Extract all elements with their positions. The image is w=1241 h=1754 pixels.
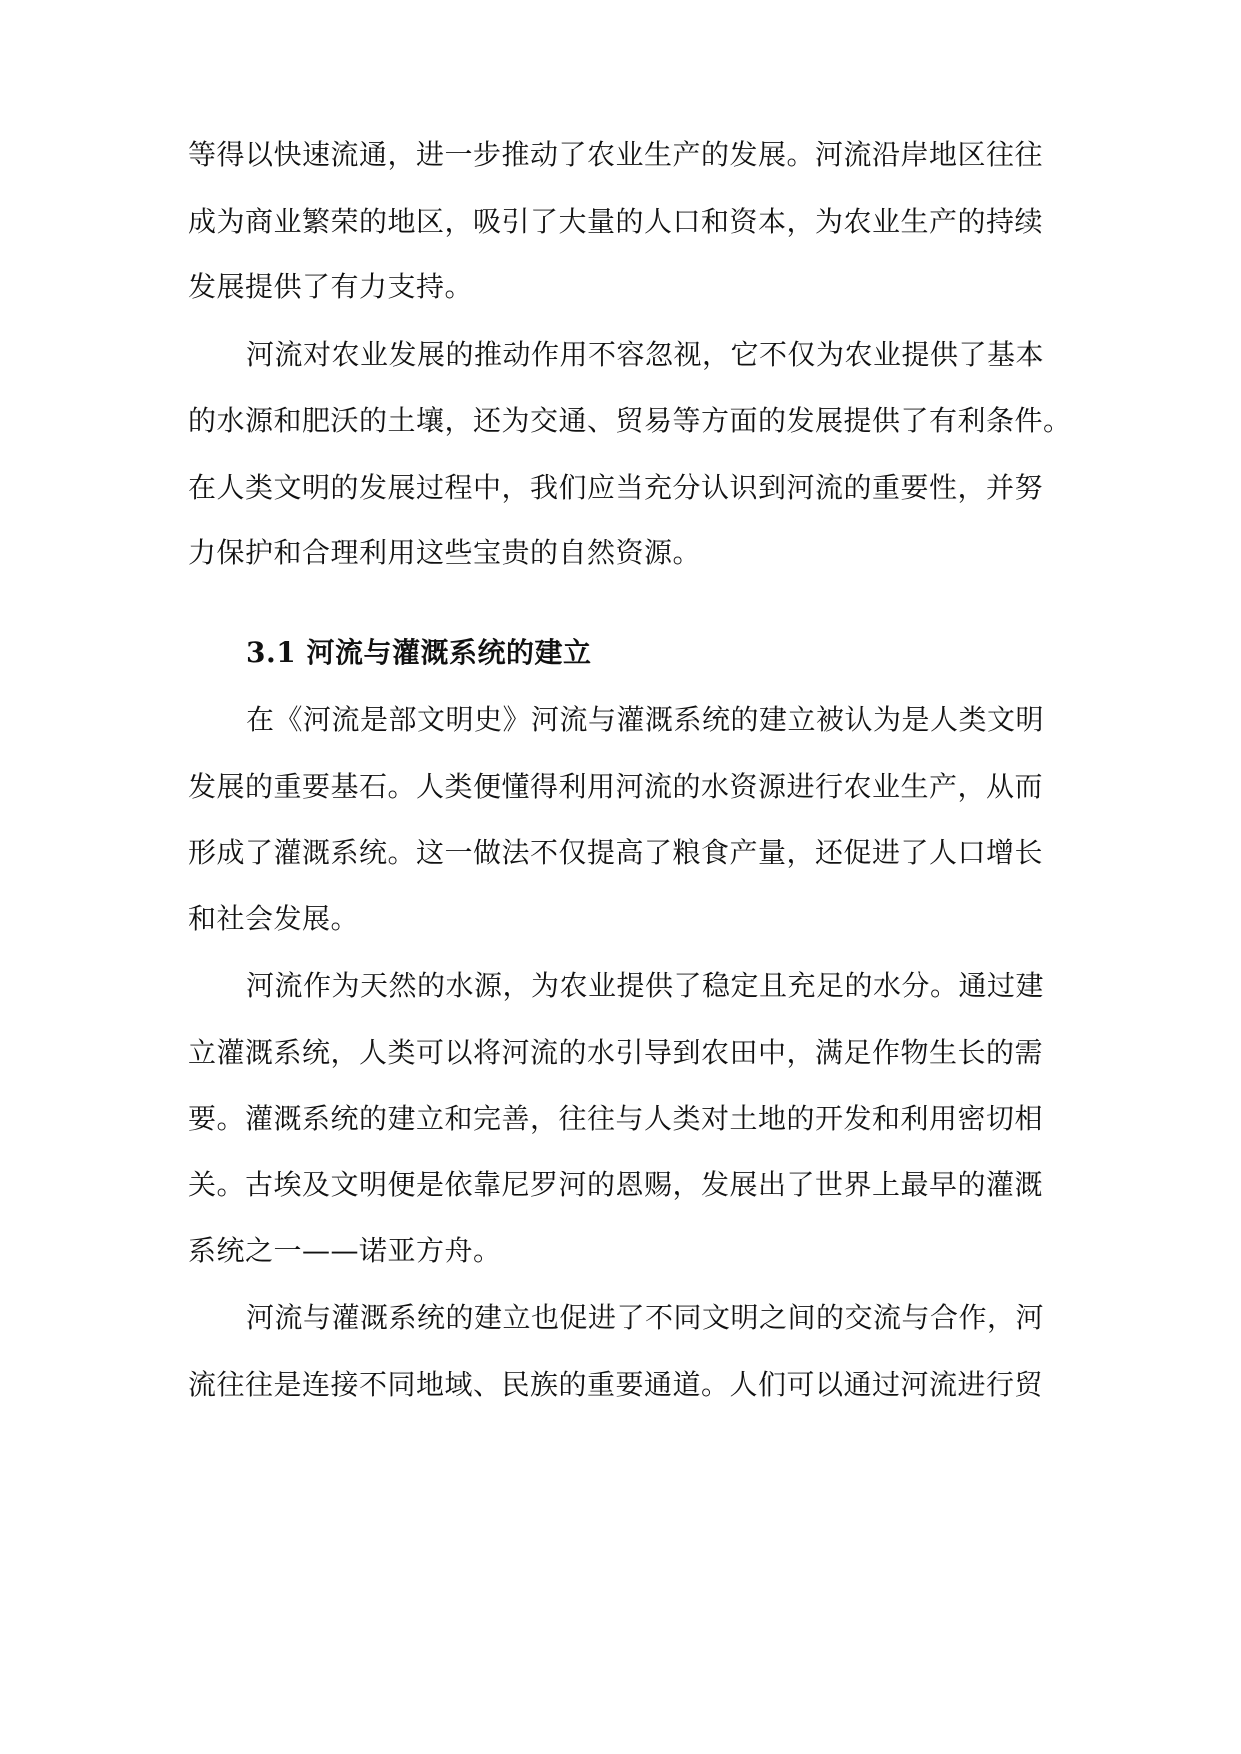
paragraph-line: 流往往是连接不同地域、民族的重要通道。人们可以通过河流进行贸 — [188, 1368, 1044, 1401]
paragraph-line: 发展的重要基石。人类便懂得利用河流的水资源进行农业生产，从而 — [188, 770, 1044, 803]
paragraph-line: 形成了灌溉系统。这一做法不仅提高了粮食产量，还促进了人口增长 — [188, 836, 1044, 869]
paragraph-line: 在人类文明的发展过程中，我们应当充分认识到河流的重要性，并努 — [188, 471, 1044, 504]
paragraph-line: 在《河流是部文明史》河流与灌溉系统的建立被认为是人类文明 — [246, 703, 1045, 736]
paragraph-line: 河流作为天然的水源，为农业提供了稳定且充足的水分。通过建 — [246, 969, 1045, 1002]
section-heading: 3.1 河流与灌溉系统的建立 — [246, 636, 592, 669]
paragraph-line: 系统之一——诺亚方舟。 — [188, 1234, 502, 1267]
paragraph-line: 等得以快速流通，进一步推动了农业生产的发展。河流沿岸地区往往 — [188, 138, 1044, 171]
paragraph-line: 立灌溉系统，人类可以将河流的水引导到农田中，满足作物生长的需 — [188, 1036, 1044, 1069]
paragraph-line: 要。灌溉系统的建立和完善，往往与人类对土地的开发和利用密切相 — [188, 1102, 1044, 1135]
paragraph-line: 河流对农业发展的推动作用不容忽视，它不仅为农业提供了基本 — [246, 338, 1045, 371]
paragraph-line: 的水源和肥沃的土壤，还为交通、贸易等方面的发展提供了有利条件。 — [188, 404, 1072, 437]
paragraph-line: 力保护和合理利用这些宝贵的自然资源。 — [188, 536, 702, 569]
paragraph-line: 关。古埃及文明便是依靠尼罗河的恩赐，发展出了世界上最早的灌溉 — [188, 1168, 1044, 1201]
paragraph-line: 发展提供了有力支持。 — [188, 270, 474, 303]
paragraph-line: 河流与灌溉系统的建立也促进了不同文明之间的交流与合作，河 — [246, 1301, 1045, 1334]
paragraph-line: 和社会发展。 — [188, 902, 360, 935]
paragraph-line: 成为商业繁荣的地区，吸引了大量的人口和资本，为农业生产的持续 — [188, 205, 1044, 238]
